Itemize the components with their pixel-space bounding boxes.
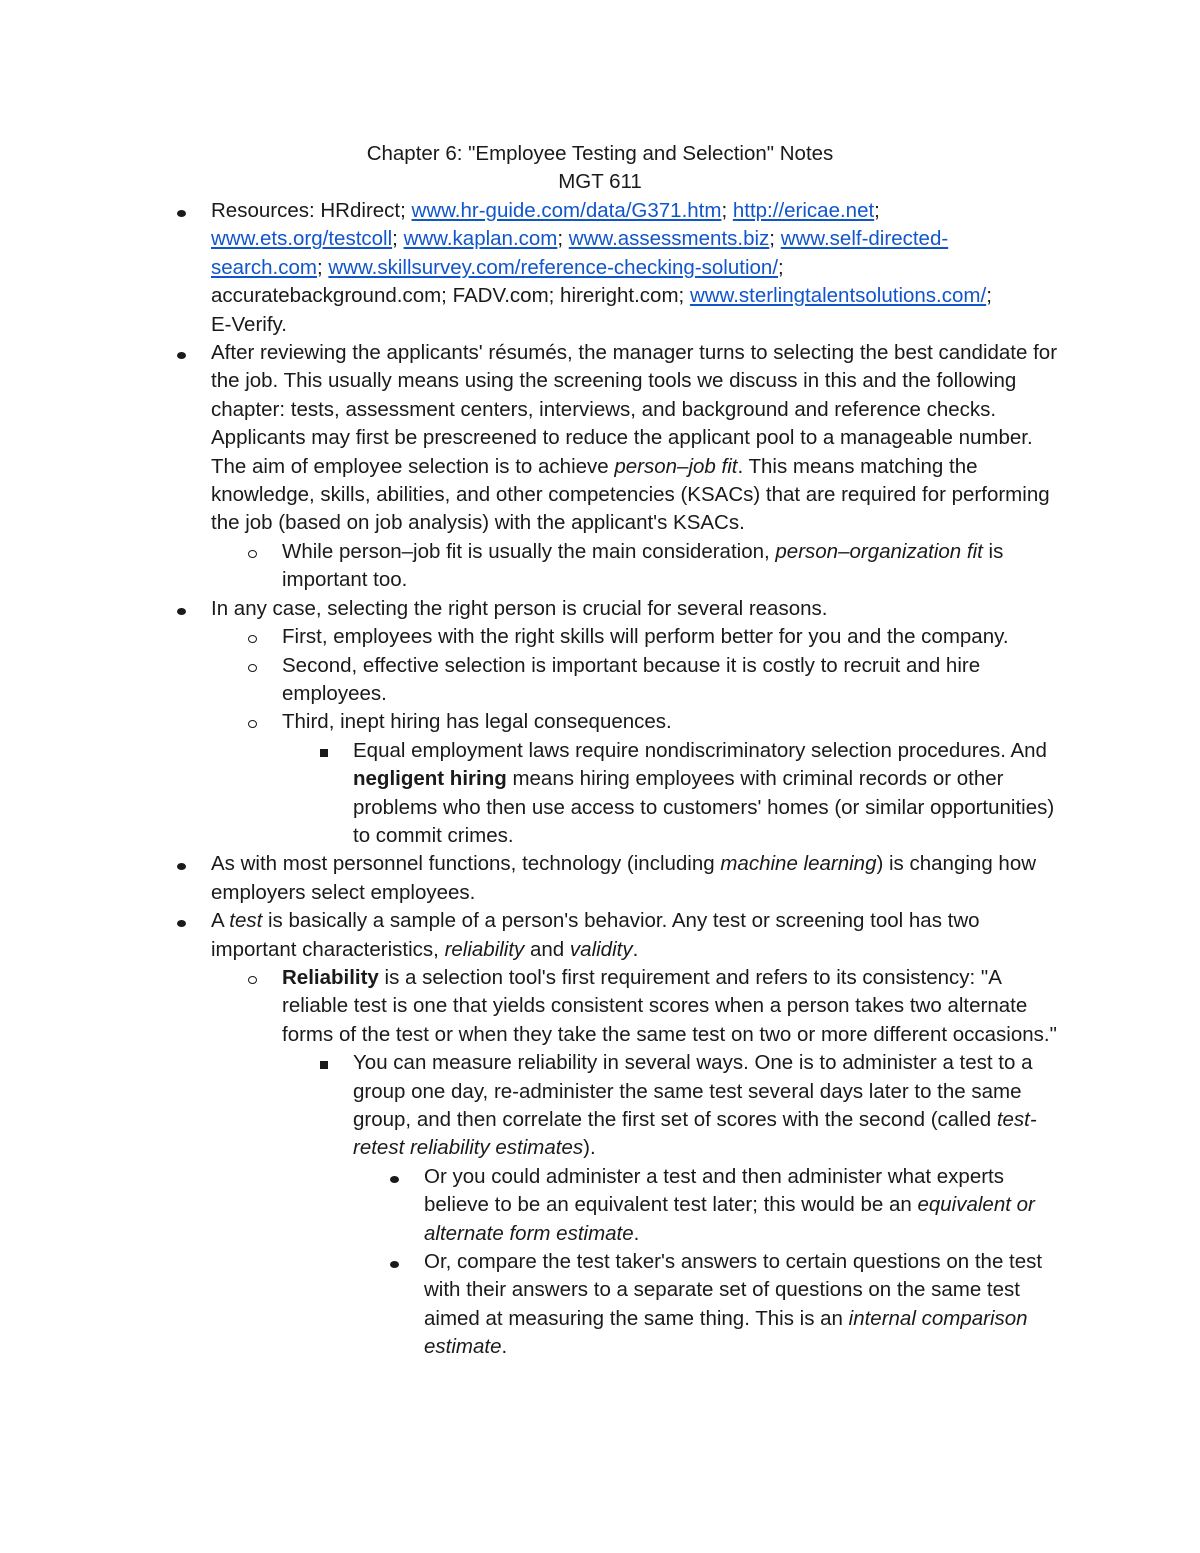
list-item-measure-reliability: You can measure reliability in several ways. One is to administer a test to a group one day, re-administer the same test several days later to the same group, and then correlate the first set of scores with the second (called test-retest reliability estimates). — [353, 1049, 1058, 1163]
bullet-circle-icon — [248, 708, 257, 736]
list-item-internal-comparison: Or, compare the test taker's answers to certain questions on the test with their answers to a separate set of questions on the same test aimed at measuring the same thing. This is an internal comparison estimate. — [424, 1248, 1059, 1362]
list-item-alternate-form: Or you could administer a test and then administer what experts believe to be an equivalent test later; this would be an equivalent or alternate form estimate. — [424, 1163, 1059, 1248]
resource-link[interactable]: http://ericae.net — [732, 199, 875, 222]
page-title: Chapter 6: "Employee Testing and Selection" Notes — [366, 142, 834, 165]
bullet-dot-icon — [390, 1163, 399, 1191]
resource-link[interactable]: www.ets.org/testcoll — [211, 227, 393, 251]
resource-link[interactable]: www.hr-guide.com/data/G371.htm — [411, 199, 722, 222]
resource-link[interactable]: www.kaplan.com — [403, 227, 558, 251]
list-item-technology: As with most personnel functions, technology (including machine learning) is changing how employers select employees. — [211, 850, 1061, 907]
bullet-circle-icon — [248, 623, 257, 651]
resource-link[interactable]: www.skillsurvey.com/reference-checking-solution/ — [328, 255, 779, 279]
list-item-equal-employment: Equal employment laws require nondiscriminatory selection procedures. And negligent hiring means hiring employees with criminal records or other problems who then use access to customers' homes (or similar opportunities) to commit crimes. — [353, 737, 1058, 851]
bullet-circle-icon — [248, 964, 257, 992]
bullet-dot-icon — [177, 595, 186, 623]
list-item-third: Third, inept hiring has legal consequences. — [282, 708, 1062, 736]
list-item-first: First, employees with the right skills will perform better for you and the company. — [282, 623, 1062, 651]
list-item-reliability: Reliability is a selection tool's first requirement and refers to its consistency: "A reliable test is one that yields consistent scores when a person takes two alternate forms of the test or when they take the same test on two or more different occasions." — [282, 964, 1062, 1049]
list-item-second: Second, effective selection is important because it is costly to recruit and hire employees. — [282, 652, 1062, 709]
bullet-circle-icon — [248, 538, 257, 566]
resource-link[interactable]: www.self-directed- — [780, 227, 949, 251]
bullet-circle-icon — [248, 652, 257, 680]
bullet-dot-icon — [177, 850, 186, 878]
resource-link[interactable]: search.com — [211, 255, 317, 279]
list-item-selection: After reviewing the applicants' résumés, the manager turns to selecting the best candidate for the job. This usually means using the screening tools we discuss in this and the following chapter: tests, assessment centers, interviews, and background and reference checks. Applicants may first be prescreened to reduce the applicant pool to a manageable number. The aim of employee selection is to achieve person–job fit. This means matching the knowledge, skills, abilities, and other competencies (KSACs) that are required for performing the job (based on job analysis) with the applicant's KSACs. — [211, 339, 1061, 538]
list-item-person-org-fit: While person–job fit is usually the main consideration, person–organization fit is important too. — [282, 538, 1062, 595]
list-item-reasons: In any case, selecting the right person is crucial for several reasons. — [211, 595, 1061, 623]
bullet-dot-icon — [177, 197, 186, 225]
list-item-resources: Resources: HRdirect; www.hr-guide.com/data/G371.htm; http://ericae.net; www.ets.org/testcoll; www.kaplan.com; www.assessments.biz; www.self-directed- search.com; www.skillsurvey.com/reference-checking-solution/; accuratebackground.com; FADV.com; hireright.com; www.sterlingtalentsolutions.com/; E-Verify. — [211, 197, 1061, 339]
bullet-dot-icon — [177, 339, 186, 367]
course-code: MGT 611 — [558, 170, 642, 193]
bullet-dot-icon — [390, 1248, 399, 1276]
list-item-test: A test is basically a sample of a person's behavior. Any test or screening tool has two important characteristics, reliability and validity. — [211, 907, 1061, 964]
bullet-square-icon — [319, 737, 328, 765]
resource-link[interactable]: www.assessments.biz — [568, 227, 770, 251]
resource-link[interactable]: www.sterlingtalentsolutions.com/ — [689, 284, 987, 308]
notes-list — [0, 197, 1200, 1362]
bullet-square-icon — [319, 1049, 328, 1077]
bullet-dot-icon — [177, 907, 186, 935]
